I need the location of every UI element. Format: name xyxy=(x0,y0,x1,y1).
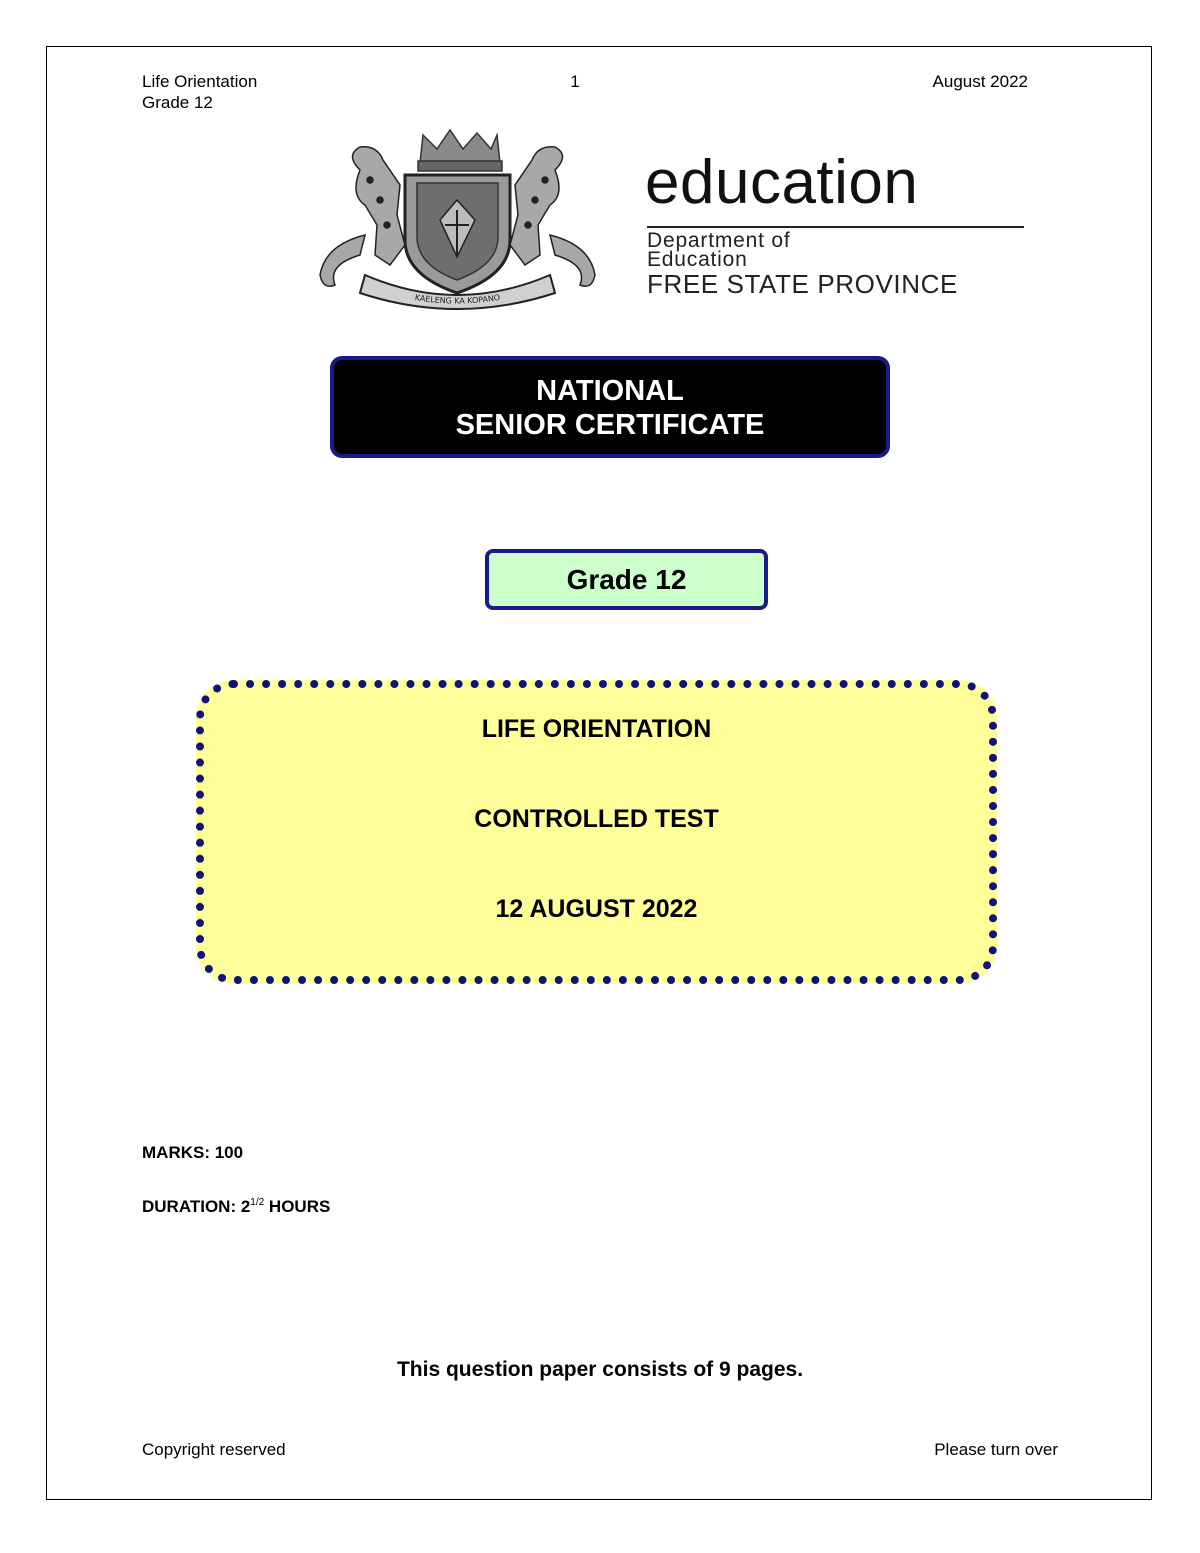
title-line1: NATIONAL xyxy=(536,375,684,407)
education-brand: education xyxy=(645,148,919,217)
header-date: August 2022 xyxy=(932,72,1028,91)
test-details-box xyxy=(196,680,997,984)
department-line1: Department of xyxy=(647,229,791,252)
brand-divider xyxy=(647,226,1024,228)
crown-icon xyxy=(418,130,502,171)
department-line2: Education xyxy=(647,248,748,271)
grade-box: Grade 12 xyxy=(485,549,768,610)
leopard-left-icon xyxy=(320,147,405,286)
duration-fraction: 1/2 xyxy=(250,1197,265,1208)
test-subject: LIFE ORIENTATION xyxy=(481,715,712,743)
duration-prefix: DURATION: 2 xyxy=(142,1197,251,1216)
duration-info xyxy=(142,1197,330,1217)
duration-suffix: HOURS xyxy=(264,1197,331,1216)
header-left xyxy=(142,71,257,113)
certificate-title-box xyxy=(330,356,890,458)
title-line2: SENIOR CERTIFICATE xyxy=(455,409,765,441)
test-type: CONTROLLED TEST xyxy=(474,805,719,833)
header-grade: Grade 12 xyxy=(142,93,213,112)
footer-turn-over: Please turn over xyxy=(934,1440,1058,1459)
pages-note: This question paper consists of 9 pages. xyxy=(396,1358,804,1381)
page-number: 1 xyxy=(570,72,580,91)
header-subject: Life Orientation xyxy=(142,72,258,91)
province-name: FREE STATE PROVINCE xyxy=(647,269,958,299)
coat-of-arms-logo xyxy=(305,125,610,310)
marks-info: MARKS: 100 xyxy=(142,1143,244,1162)
motto-text: KAELENG KA KOPANO xyxy=(414,292,501,306)
footer-copyright: Copyright reserved xyxy=(142,1440,286,1459)
test-date: 12 AUGUST 2022 xyxy=(495,895,698,923)
leopard-right-icon xyxy=(510,147,595,286)
department-name xyxy=(647,231,790,269)
